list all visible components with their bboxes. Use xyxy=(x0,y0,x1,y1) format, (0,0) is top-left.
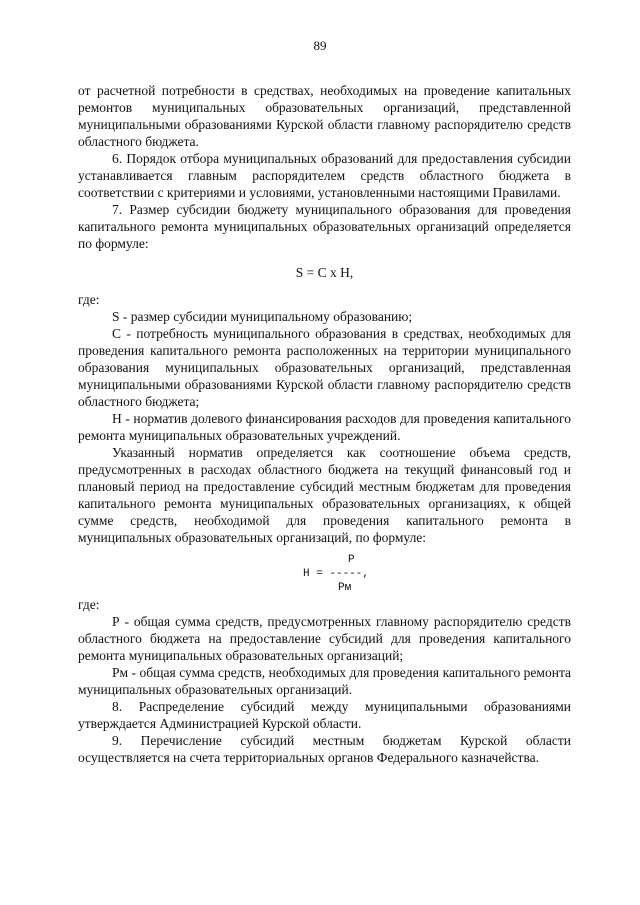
definition-h: Н - норматив долевого финансирования расходов для проведения капитального ремонта муниципальных образовательных учреждений. xyxy=(78,411,571,443)
paragraph-continuation: от расчетной потребности в средствах, необходимых на проведение капитальных ремонтов муниципальных образовательных организаций, представленной муниципальными образованиями Курской области главному распорядителю средств областного бюджета. xyxy=(78,83,571,149)
paragraph-6: 6. Порядок отбора муниципальных образований для предоставления субсидии устанавливается главным распорядителем средств областного бюджета в соответствии с критериями и условиями, установленными настоящими Правилами. xyxy=(78,151,571,200)
definition-s: S - размер субсидии муниципальному образованию; xyxy=(112,309,413,324)
paragraph-9: 9. Перечисление субсидий местным бюджетам Курской области осуществляется на счета территориальных органов Федерального казначейства. xyxy=(78,733,571,765)
page-number: 89 xyxy=(313,38,327,53)
fraction-numerator: P xyxy=(348,554,355,566)
fraction-left-side: Н = -----, xyxy=(303,568,370,580)
formula-s: S = C x H, xyxy=(295,265,354,280)
formula-h-fraction xyxy=(78,552,571,592)
definition-pm: Рм - общая сумма средств, необходимых для проведения капитального ремонта муниципальных образовательных организаций. xyxy=(78,665,571,697)
definition-p: Р - общая сумма средств, предусмотренных главному распорядителю средств областного бюджета на предоставление субсидий для проведения капитального ремонта муниципальных образовательных организаций; xyxy=(78,614,571,663)
where-label-2: где: xyxy=(78,597,100,612)
paragraph-7: 7. Размер субсидии бюджету муниципального образования для проведения капитального ремонта муниципальных образовательных организаций определяется по формуле: xyxy=(78,202,571,251)
fraction-denominator: Рм xyxy=(338,582,352,594)
paragraph-normative: Указанный норматив определяется как соотношение объема средств, предусмотренных в расходах областного бюджета на текущий финансовый год и плановый период на предоставление субсидий местным бюджетам для проведения капитального ремонта муниципальных образовательных организациях, к общей сумме средств, необходимой для проведения капитального ремонта в муниципальных образовательных организаций, по формуле: xyxy=(78,445,571,545)
definition-c: С - потребность муниципального образования в средствах, необходимых для проведения капитального ремонта расположенных на территории муниципального образования муниципальных образовательных организаций, представленная муниципальными образованиями Курской области главному распорядителю средств областного бюджета; xyxy=(78,326,571,409)
document-body xyxy=(78,82,571,766)
paragraph-8: 8. Распределение субсидий между муниципальными образованиями утверждается Администрацией Курской области. xyxy=(78,699,571,731)
where-label: где: xyxy=(78,292,100,307)
